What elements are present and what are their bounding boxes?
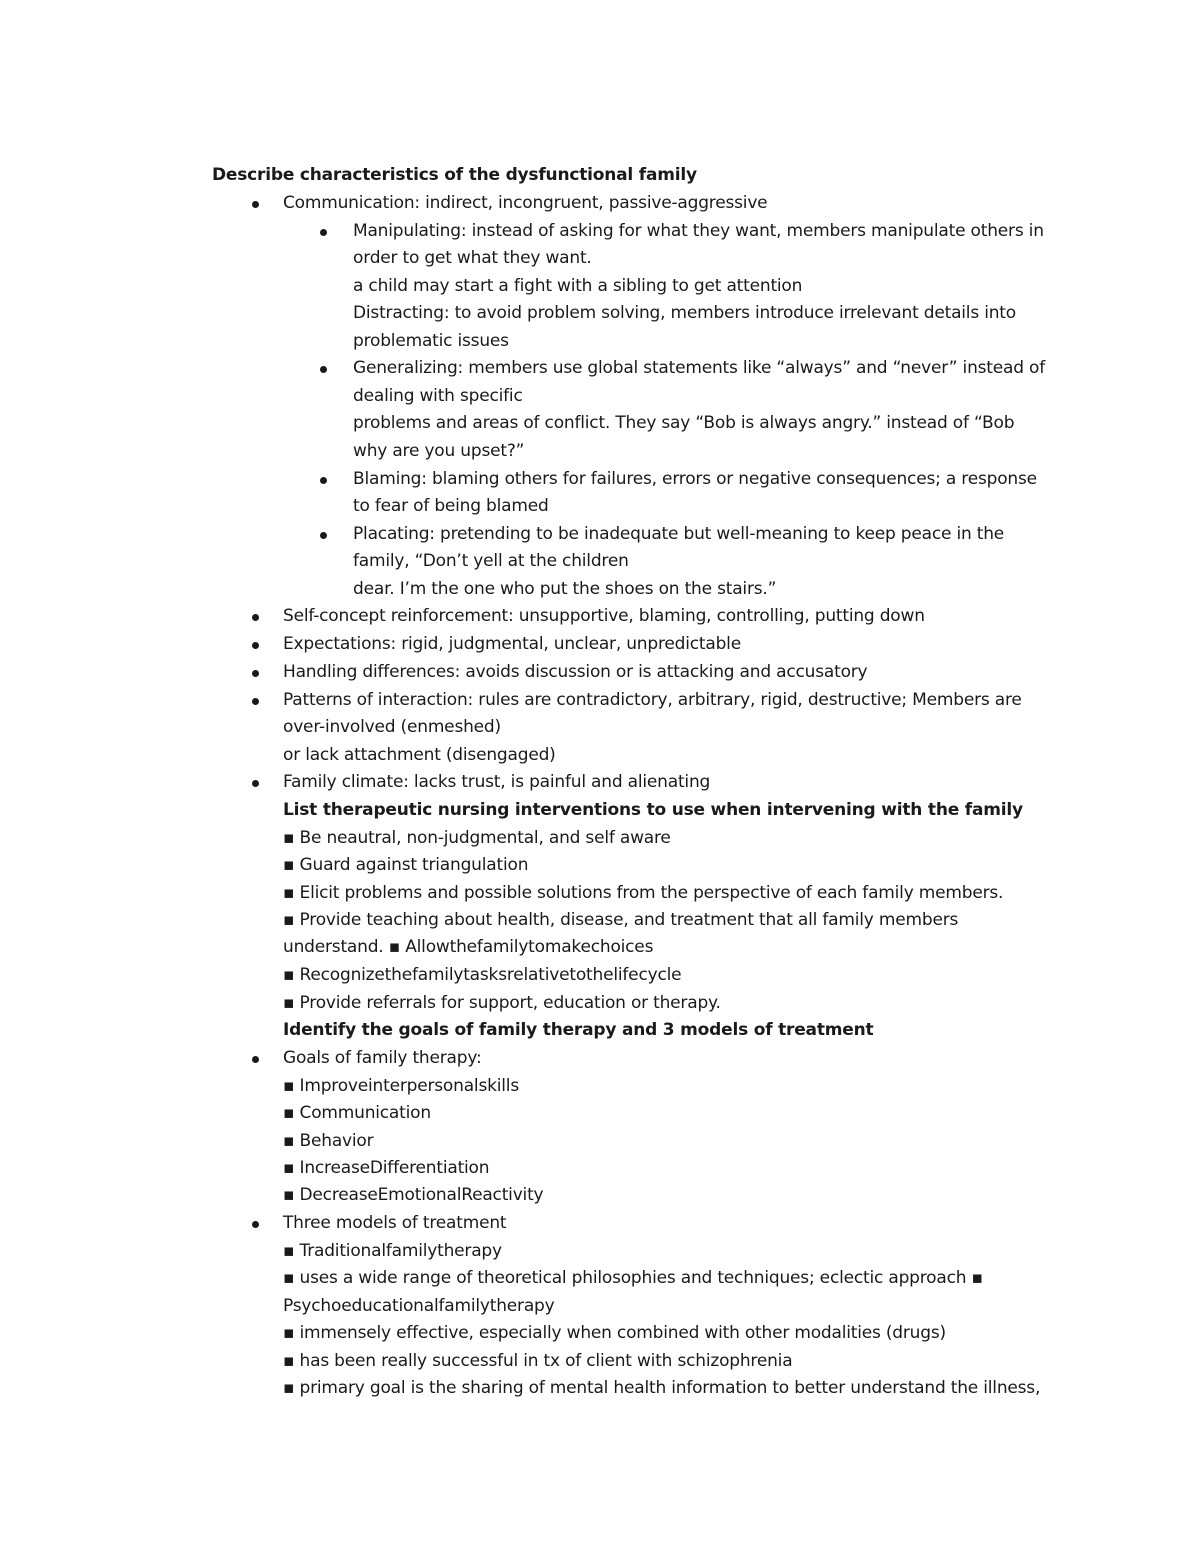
bullet-icon	[320, 477, 327, 484]
bullet-icon	[252, 698, 259, 705]
generalizing-line-4: why are you upset?”	[353, 441, 525, 461]
model-line-4: ▪ immensely effective, especially when combined with other modalities (drugs)	[283, 1323, 946, 1343]
generalizing-line-1: Generalizing: members use global statements like “always” and “never” instead of	[353, 358, 1046, 378]
intervention-line-5: understand. ▪ Allowthefamilytomakechoices	[283, 937, 654, 957]
bullet-icon	[252, 201, 259, 208]
goal-line-2: ▪ Communication	[283, 1103, 431, 1123]
self-concept-item: Self-concept reinforcement: unsupportive, blaming, controlling, putting down	[283, 606, 925, 626]
blaming-line-1: Blaming: blaming others for failures, errors or negative consequences; a response	[353, 469, 1037, 489]
section-heading-goals-models: Identify the goals of family therapy and 3 models of treatment	[283, 1020, 874, 1040]
blaming-line-2: to fear of being blamed	[353, 496, 549, 516]
placating-line-2: family, “Don’t yell at the children	[353, 551, 629, 571]
handling-differences-item: Handling differences: avoids discussion or is attacking and accusatory	[283, 662, 868, 682]
intervention-line-1: ▪ Be neautral, non-judgmental, and self aware	[283, 828, 671, 848]
bullet-icon	[252, 670, 259, 677]
generalizing-line-2: dealing with specific	[353, 386, 523, 406]
goal-line-3: ▪ Behavior	[283, 1131, 374, 1151]
distracting-line-2: problematic issues	[353, 331, 509, 351]
bullet-icon	[252, 780, 259, 787]
goals-item: Goals of family therapy:	[283, 1048, 482, 1068]
goal-line-4: ▪ IncreaseDifferentiation	[283, 1158, 490, 1178]
intervention-line-6: ▪ Recognizethefamilytasksrelativetothelifecycle	[283, 965, 682, 985]
generalizing-line-3: problems and areas of conflict. They say “Bob is always angry.” instead of “Bob	[353, 413, 1015, 433]
bullet-icon	[320, 532, 327, 539]
model-line-3: Psychoeducationalfamilytherapy	[283, 1296, 555, 1316]
patterns-line-3: or lack attachment (disengaged)	[283, 745, 556, 765]
section-heading-dysfunctional-family: Describe characteristics of the dysfunctional family	[212, 165, 697, 185]
placating-line-3: dear. I’m the one who put the shoes on the stairs.”	[353, 579, 777, 599]
bullet-icon	[320, 366, 327, 373]
intervention-line-4: ▪ Provide teaching about health, disease, and treatment that all family members	[283, 910, 959, 930]
manipulating-line-2: order to get what they want.	[353, 248, 592, 268]
intervention-line-7: ▪ Provide referrals for support, education or therapy.	[283, 993, 721, 1013]
placating-line-1: Placating: pretending to be inadequate but well-meaning to keep peace in the	[353, 524, 1005, 544]
expectations-item: Expectations: rigid, judgmental, unclear, unpredictable	[283, 634, 741, 654]
intervention-line-2: ▪ Guard against triangulation	[283, 855, 529, 875]
model-line-1: ▪ Traditionalfamilytherapy	[283, 1241, 502, 1261]
bullet-icon	[320, 229, 327, 236]
section-heading-interventions: List therapeutic nursing interventions to use when intervening with the family	[283, 800, 1023, 820]
intervention-line-3: ▪ Elicit problems and possible solutions from the perspective of each family members.	[283, 883, 1004, 903]
model-line-2: ▪ uses a wide range of theoretical philosophies and techniques; eclectic approach ▪	[283, 1268, 983, 1288]
model-line-5: ▪ has been really successful in tx of client with schizophrenia	[283, 1351, 793, 1371]
patterns-line-1: Patterns of interaction: rules are contradictory, arbitrary, rigid, destructive; Members are	[283, 690, 1022, 710]
goal-line-5: ▪ DecreaseEmotionalReactivity	[283, 1185, 544, 1205]
bullet-icon	[252, 614, 259, 621]
patterns-line-2: over-involved (enmeshed)	[283, 717, 501, 737]
manipulating-line-3: a child may start a fight with a sibling to get attention	[353, 276, 803, 296]
model-line-6: ▪ primary goal is the sharing of mental health information to better understand the illness,	[283, 1378, 1041, 1398]
bullet-icon	[252, 1221, 259, 1228]
bullet-icon	[252, 642, 259, 649]
family-climate-item: Family climate: lacks trust, is painful and alienating	[283, 772, 711, 792]
distracting-line-1: Distracting: to avoid problem solving, members introduce irrelevant details into	[353, 303, 1016, 323]
goal-line-1: ▪ Improveinterpersonalskills	[283, 1076, 519, 1096]
models-item: Three models of treatment	[283, 1213, 507, 1233]
communication-item: Communication: indirect, incongruent, passive-aggressive	[283, 193, 768, 213]
manipulating-line-1: Manipulating: instead of asking for what they want, members manipulate others in	[353, 221, 1044, 241]
bullet-icon	[252, 1056, 259, 1063]
